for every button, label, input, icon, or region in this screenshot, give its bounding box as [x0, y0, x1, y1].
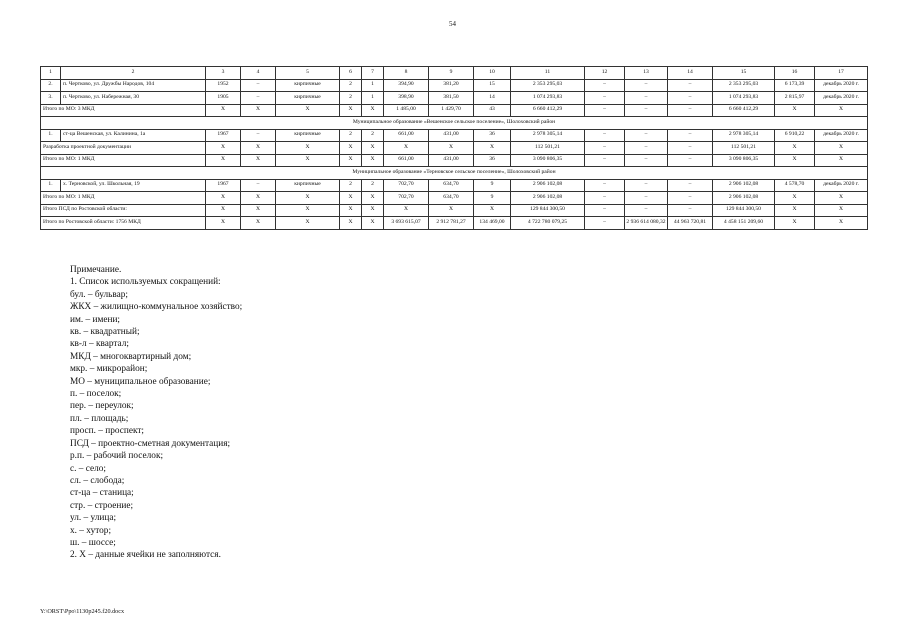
table-cell: X — [775, 192, 815, 205]
table-cell: X — [429, 204, 474, 217]
file-path-footer: Y:\ORST\Ppo\1130p245.f20.docx — [40, 608, 125, 615]
table-cell: X — [340, 142, 362, 155]
table-cell: X — [206, 217, 241, 230]
table-cell: 2 978 305,14 — [713, 129, 775, 142]
table-cell: – — [585, 142, 625, 155]
table-row — [41, 92, 868, 105]
table-cell: 16 — [775, 67, 815, 80]
table-cell: 4 458 151 209,60 — [713, 217, 775, 230]
note-line: пер. – переулок; — [70, 401, 134, 412]
table-cell: X — [384, 142, 429, 155]
total-row — [41, 192, 868, 205]
table-cell: п. Чертково, ул. Набережная, 30 — [61, 92, 206, 105]
table-cell: Итого ПСД по Ростовской области: — [41, 204, 206, 217]
table-cell: 2 — [340, 129, 362, 142]
table-cell: – — [668, 129, 713, 142]
table-cell: 2 353 295,03 — [511, 79, 585, 92]
table-cell: 1 429,70 — [429, 104, 474, 117]
table-cell: – — [625, 179, 668, 192]
table-cell: X — [775, 154, 815, 167]
table-cell: – — [585, 179, 625, 192]
table-cell: 112 501,21 — [511, 142, 585, 155]
table-cell: 2. — [41, 79, 61, 92]
table-cell: 5 — [276, 67, 340, 80]
note-line: сл. – слобода; — [70, 475, 125, 486]
table-cell: 2 936 614 080,32 — [625, 217, 668, 230]
table-cell: 11 — [511, 67, 585, 80]
housing-repair-table — [40, 66, 868, 230]
note-line: пл. – площадь; — [70, 413, 129, 424]
table-cell: 36 — [474, 154, 511, 167]
table-cell: X — [241, 204, 276, 217]
table-cell: X — [429, 142, 474, 155]
table-cell: 4 578,70 — [775, 179, 815, 192]
table-cell: 1905 — [206, 92, 241, 105]
table-cell: 6 660 412,29 — [511, 104, 585, 117]
table-cell: – — [241, 129, 276, 142]
table-cell: 634,70 — [429, 192, 474, 205]
table-cell: X — [815, 142, 868, 155]
table-cell: 2 — [61, 67, 206, 80]
table-cell: 1 — [362, 79, 384, 92]
table-cell: X — [340, 204, 362, 217]
note-line: МКД – многоквартирный дом; — [70, 351, 192, 362]
table-cell: 634,70 — [429, 179, 474, 192]
table-cell: 3 090 806,35 — [713, 154, 775, 167]
table-cell: кирпичные — [276, 129, 340, 142]
table-cell: – — [625, 129, 668, 142]
table-cell: X — [362, 192, 384, 205]
table-cell: Муниципальное образование «Вешенское сельское поселение», Шолоховский район — [41, 117, 868, 130]
table-cell: 13 — [625, 67, 668, 80]
table-cell: 2 — [362, 129, 384, 142]
table-cell: – — [241, 79, 276, 92]
table-cell: – — [625, 79, 668, 92]
table-cell: – — [585, 192, 625, 205]
table-cell: 112 501,21 — [713, 142, 775, 155]
table-cell: 702,70 — [384, 179, 429, 192]
table-cell: 15 — [713, 67, 775, 80]
table-cell: 17 — [815, 67, 868, 80]
table-cell: 9 — [474, 192, 511, 205]
table-cell: 15 — [474, 79, 511, 92]
table-cell: X — [815, 154, 868, 167]
table-cell: – — [585, 92, 625, 105]
table-cell: – — [585, 79, 625, 92]
table-cell: 14 — [668, 67, 713, 80]
table-cell: – — [668, 104, 713, 117]
table-cell: х. Терновской, ул. Школьная, 19 — [61, 179, 206, 192]
table-cell: X — [206, 104, 241, 117]
table-cell: 431,00 — [429, 154, 474, 167]
table-cell: 1. — [41, 129, 61, 142]
table-cell: X — [241, 192, 276, 205]
column-number-row — [41, 67, 868, 80]
section-header-row — [41, 117, 868, 130]
table-cell: 1 — [362, 92, 384, 105]
table-cell: – — [625, 204, 668, 217]
table-cell: 381,50 — [429, 92, 474, 105]
table-cell: 3 — [206, 67, 241, 80]
table-cell: 43 — [474, 104, 511, 117]
table-cell: 1. — [41, 179, 61, 192]
table-cell: 6 — [340, 67, 362, 80]
table-cell: декабрь 2020 г. — [815, 92, 868, 105]
table-cell: Разработка проектной документации — [41, 142, 206, 155]
note-line: ст-ца – станица; — [70, 488, 134, 499]
notes-list — [70, 276, 242, 561]
table-cell: 129 844 300,50 — [713, 204, 775, 217]
table-cell: Итого по Ростовской области: 1756 МКД — [41, 217, 206, 230]
table-cell: 7 — [362, 67, 384, 80]
note-line: им. – имени; — [70, 314, 120, 325]
table-cell: 398,90 — [384, 92, 429, 105]
table-cell: – — [625, 154, 668, 167]
table-cell: X — [206, 204, 241, 217]
note-line: ПСД – проектно-сметная документация; — [70, 438, 231, 449]
total-row — [41, 142, 868, 155]
table-cell: – — [668, 179, 713, 192]
table-cell: X — [276, 217, 340, 230]
table-cell: X — [340, 192, 362, 205]
note-line: р.п. – рабочий поселок; — [70, 451, 164, 462]
table-cell: – — [625, 104, 668, 117]
table-cell: 129 844 300,50 — [511, 204, 585, 217]
table-cell: Итого по МО: 1 МКД — [41, 154, 206, 167]
table-cell: 2 815,97 — [775, 92, 815, 105]
note-line: 2. X – данные ячейки не заполняются. — [70, 550, 221, 561]
table-cell: – — [668, 192, 713, 205]
table-cell: X — [474, 204, 511, 217]
table-cell: 9 — [474, 179, 511, 192]
total-row — [41, 204, 868, 217]
table-cell: 702,70 — [384, 192, 429, 205]
table-cell: 10 — [474, 67, 511, 80]
table-cell: X — [362, 142, 384, 155]
total-row — [41, 154, 868, 167]
table-cell: кирпичные — [276, 92, 340, 105]
table-cell: X — [340, 217, 362, 230]
table-cell: X — [340, 104, 362, 117]
table-cell: X — [241, 142, 276, 155]
note-line: кв. – квадратный; — [70, 327, 140, 338]
table-cell: X — [206, 192, 241, 205]
table-cell: X — [362, 204, 384, 217]
table-cell: 6 660 412,29 — [713, 104, 775, 117]
table-cell: 4 722 780 079,25 — [511, 217, 585, 230]
table-cell: 3 090 806,35 — [511, 154, 585, 167]
table-cell: 2 — [340, 92, 362, 105]
table-cell: X — [815, 217, 868, 230]
table-cell: 3. — [41, 92, 61, 105]
table-cell: – — [625, 92, 668, 105]
table-cell: Итого по МО: 1 МКД — [41, 192, 206, 205]
table-cell: 9 — [429, 67, 474, 80]
table-cell: 661,00 — [384, 129, 429, 142]
table-cell: 1967 — [206, 179, 241, 192]
table-cell: X — [241, 217, 276, 230]
total-row — [41, 104, 868, 117]
table-row — [41, 129, 868, 142]
table-row — [41, 179, 868, 192]
table-cell: X — [276, 204, 340, 217]
table-cell: 2 906 102,08 — [511, 192, 585, 205]
table-cell: кирпичные — [276, 79, 340, 92]
table-cell: X — [276, 104, 340, 117]
table-cell: X — [206, 142, 241, 155]
table-cell: – — [585, 129, 625, 142]
table-cell: X — [384, 204, 429, 217]
table-cell: X — [362, 217, 384, 230]
table-cell: – — [668, 142, 713, 155]
section-header-row — [41, 167, 868, 180]
table-cell: X — [775, 104, 815, 117]
table-cell: – — [585, 104, 625, 117]
table-cell: X — [362, 154, 384, 167]
note-line: кв-л – квартал; — [70, 339, 129, 350]
table-cell: – — [668, 154, 713, 167]
table-cell: – — [625, 192, 668, 205]
note-line: ул. – улица; — [70, 513, 117, 524]
table-cell: – — [585, 217, 625, 230]
table-cell: X — [241, 104, 276, 117]
page-number: 54 — [449, 20, 456, 28]
table-cell: 2 — [340, 79, 362, 92]
table-cell: 6 173,39 — [775, 79, 815, 92]
note-line: ш. – шоссе; — [70, 537, 116, 548]
table-cell: – — [585, 154, 625, 167]
table-cell: 2 — [362, 179, 384, 192]
table-cell: 36 — [474, 129, 511, 142]
table-cell: 44 963 720,81 — [668, 217, 713, 230]
table-cell: X — [775, 142, 815, 155]
table-cell: 381,20 — [429, 79, 474, 92]
table-cell: декабрь 2020 г. — [815, 179, 868, 192]
table-cell: декабрь 2020 г. — [815, 79, 868, 92]
table-cell: X — [815, 192, 868, 205]
table-cell: 2 — [340, 179, 362, 192]
table-cell: ст-ца Вешенская, ул. Калинина, 1а — [61, 129, 206, 142]
note-line: с. – село; — [70, 463, 106, 474]
note-line: мкр. – микрорайон; — [70, 364, 148, 375]
table-cell: X — [206, 154, 241, 167]
table-cell: п. Чертково, ул. Дружбы Народов, 104 — [61, 79, 206, 92]
table-cell: 1 485,00 — [384, 104, 429, 117]
table-cell: – — [668, 79, 713, 92]
table-cell: 6 910,22 — [775, 129, 815, 142]
notes-section — [70, 264, 242, 562]
table-cell: X — [362, 104, 384, 117]
table-cell: Муниципальное образование «Терновское сельское поселение», Шолоховский район — [41, 167, 868, 180]
table-cell: 12 — [585, 67, 625, 80]
table-cell: X — [815, 104, 868, 117]
table-cell: X — [276, 192, 340, 205]
table-cell: X — [815, 204, 868, 217]
table-cell: 2 912 781,27 — [429, 217, 474, 230]
table-cell: 2 906 102,08 — [713, 179, 775, 192]
table-cell: 2 906 102,08 — [511, 179, 585, 192]
table-cell: X — [474, 142, 511, 155]
table-cell: – — [668, 92, 713, 105]
table-cell: 394,90 — [384, 79, 429, 92]
note-line: п. – поселок; — [70, 389, 122, 400]
table-cell: 2 906 102,08 — [713, 192, 775, 205]
table-cell: 1967 — [206, 129, 241, 142]
note-line: МО – муниципальное образование; — [70, 376, 211, 387]
table-cell: декабрь 2020 г. — [815, 129, 868, 142]
table-cell: 3 693 615,07 — [384, 217, 429, 230]
table-cell: – — [241, 179, 276, 192]
table-cell: 134 469,00 — [474, 217, 511, 230]
table-row — [41, 79, 868, 92]
table-cell: кирпичные — [276, 179, 340, 192]
table-cell: 2 353 295,03 — [713, 79, 775, 92]
table-cell: X — [276, 154, 340, 167]
note-line: 1. Список используемых сокращений: — [70, 277, 221, 288]
note-line: просп. – проспект; — [70, 426, 144, 437]
table-cell: X — [241, 154, 276, 167]
table-cell: 661,00 — [384, 154, 429, 167]
table-cell: 431,00 — [429, 129, 474, 142]
table-cell: 4 — [241, 67, 276, 80]
total-row — [41, 217, 868, 230]
table-cell: X — [775, 217, 815, 230]
note-line: бул. – бульвар; — [70, 289, 128, 300]
table-cell: – — [585, 204, 625, 217]
table-cell: – — [625, 142, 668, 155]
table-cell: Итого по МО: 3 МКД — [41, 104, 206, 117]
notes-title: Примечание. — [70, 265, 122, 275]
table-cell: 8 — [384, 67, 429, 80]
table-cell: 2 978 305,14 — [511, 129, 585, 142]
table-cell: 14 — [474, 92, 511, 105]
note-line: ЖКХ – жилищно-коммунальное хозяйство; — [70, 302, 243, 313]
note-line: х. – хутор; — [70, 525, 112, 536]
table-cell: 1952 — [206, 79, 241, 92]
table-cell: X — [340, 154, 362, 167]
table-cell: – — [241, 92, 276, 105]
table-cell: X — [276, 142, 340, 155]
table-cell: 1 074 293,83 — [713, 92, 775, 105]
table-cell: X — [775, 204, 815, 217]
table-cell: – — [668, 204, 713, 217]
note-line: стр. – строение; — [70, 500, 134, 511]
table-cell: 1 — [41, 67, 61, 80]
table-cell: 1 074 293,83 — [511, 92, 585, 105]
